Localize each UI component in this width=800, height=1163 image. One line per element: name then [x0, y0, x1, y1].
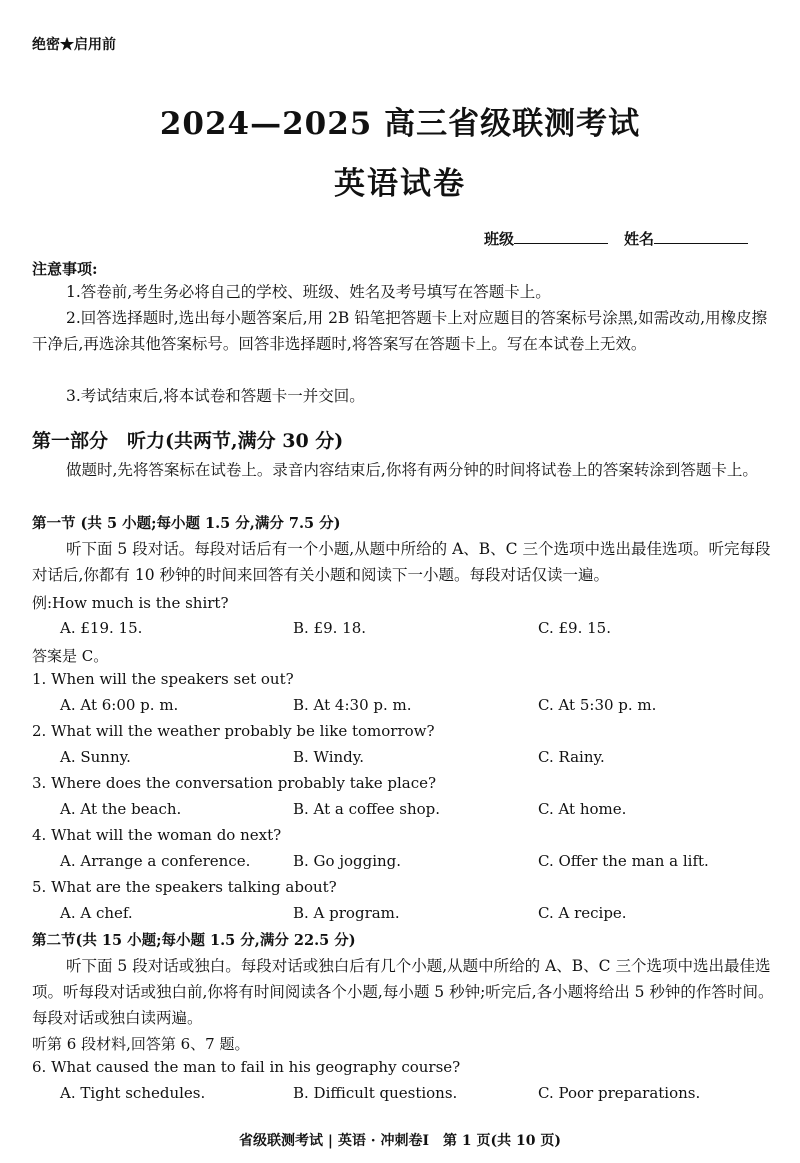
page-footer: 省级联测考试 | 英语 · 冲刺卷Ⅰ 第 1 页(共 10 页) [239, 1133, 561, 1149]
question-5: 5. What are the speakers talking about? [32, 878, 337, 896]
note-item-1: 1.答卷前,考生务必将自己的学校、班级、姓名及考号填写在答题卡上。 [66, 283, 551, 301]
q5-option-a: A. A chef. [60, 904, 133, 922]
part1-intro: 做题时,先将答案标在试卷上。录音内容结束后,你将有两分钟的时间将试卷上的答案转涂到答题卡上。 [66, 461, 758, 479]
class-label: 班级 [484, 230, 515, 248]
note-item-2: 2.回答选择题时,选出每小题答案后,用 2B 铅笔把答题卡上对应题目的答案标号涂黑,如需改动,用橡皮擦干净后,再选涂其他答案标号。回答非选择题时,将答案写在答题卡上。写在本试卷上无效。 [32, 309, 768, 353]
q5-option-b: B. A program. [293, 904, 400, 922]
example-option-c: C. £9. 15. [538, 619, 611, 637]
example-option-b: B. £9. 18. [293, 619, 367, 637]
q5-option-c: C. A recipe. [538, 904, 627, 922]
q6-option-c: C. Poor preparations. [538, 1084, 701, 1102]
class-blank [514, 229, 608, 244]
q4-option-c: C. Offer the man a lift. [538, 852, 709, 870]
q4-option-a: A. Arrange a conference. [60, 852, 251, 870]
question-4: 4. What will the woman do next? [32, 826, 282, 844]
name-blank [654, 229, 748, 244]
example-question: 例:How much is the shirt? [32, 594, 229, 612]
q1-option-b: B. At 4:30 p. m. [293, 696, 412, 714]
q3-option-c: C. At home. [538, 800, 627, 818]
section2-title: 第二节(共 15 小题;每小题 1.5 分,满分 22.5 分) [32, 932, 356, 949]
q1-option-a: A. At 6:00 p. m. [60, 696, 179, 714]
confidential-mark: 绝密★启用前 [32, 37, 116, 53]
question-3: 3. Where does the conversation probably take place? [32, 774, 437, 792]
section2-intro: 听下面 5 段对话或独白。每段对话或独白后有几个小题,从题中所给的 A、B、C 三个选项中选出最佳选项。听每段对话或独白前,你将有时间阅读各个小题,每小题 5 秒钟;听完后,各小题将给出 5 秒钟的作答时间。每段对话或独白读两遍。 [32, 957, 774, 1027]
note-item-3: 3.考试结束后,将本试卷和答题卡一并交回。 [66, 387, 365, 405]
example-answer: 答案是 C。 [32, 647, 109, 665]
material-6-instruction: 听第 6 段材料,回答第 6、7 题。 [32, 1035, 250, 1053]
example-option-a: A. £19. 15. [60, 619, 143, 637]
question-6: 6. What caused the man to fail in his geography course? [32, 1058, 461, 1076]
q2-option-c: C. Rainy. [538, 748, 605, 766]
q1-option-c: C. At 5:30 p. m. [538, 696, 657, 714]
name-label: 姓名 [624, 230, 655, 248]
part1-title: 第一部分 听力(共两节,满分 30 分) [32, 430, 344, 452]
question-2: 2. What will the weather probably be like tomorrow? [32, 722, 435, 740]
exam-subject-title: 英语试卷 [334, 166, 466, 202]
q2-option-a: A. Sunny. [60, 748, 131, 766]
student-info-row [484, 228, 764, 249]
q6-option-b: B. Difficult questions. [293, 1084, 458, 1102]
q6-option-a: A. Tight schedules. [60, 1084, 206, 1102]
q2-option-b: B. Windy. [293, 748, 365, 766]
exam-title: 2024—2025 高三省级联测考试 [159, 106, 641, 142]
section1-title: 第一节 (共 5 小题;每小题 1.5 分,满分 7.5 分) [32, 515, 341, 532]
q4-option-b: B. Go jogging. [293, 852, 402, 870]
q3-option-b: B. At a coffee shop. [293, 800, 441, 818]
q3-option-a: A. At the beach. [60, 800, 182, 818]
notes-title: 注意事项: [32, 260, 98, 278]
section1-intro: 听下面 5 段对话。每段对话后有一个小题,从题中所给的 A、B、C 三个选项中选出最佳选项。听完每段对话后,你都有 10 秒钟的时间来回答有关小题和阅读下一小题。每段对话仅读一遍。 [32, 540, 771, 584]
question-1: 1. When will the speakers set out? [32, 670, 294, 688]
